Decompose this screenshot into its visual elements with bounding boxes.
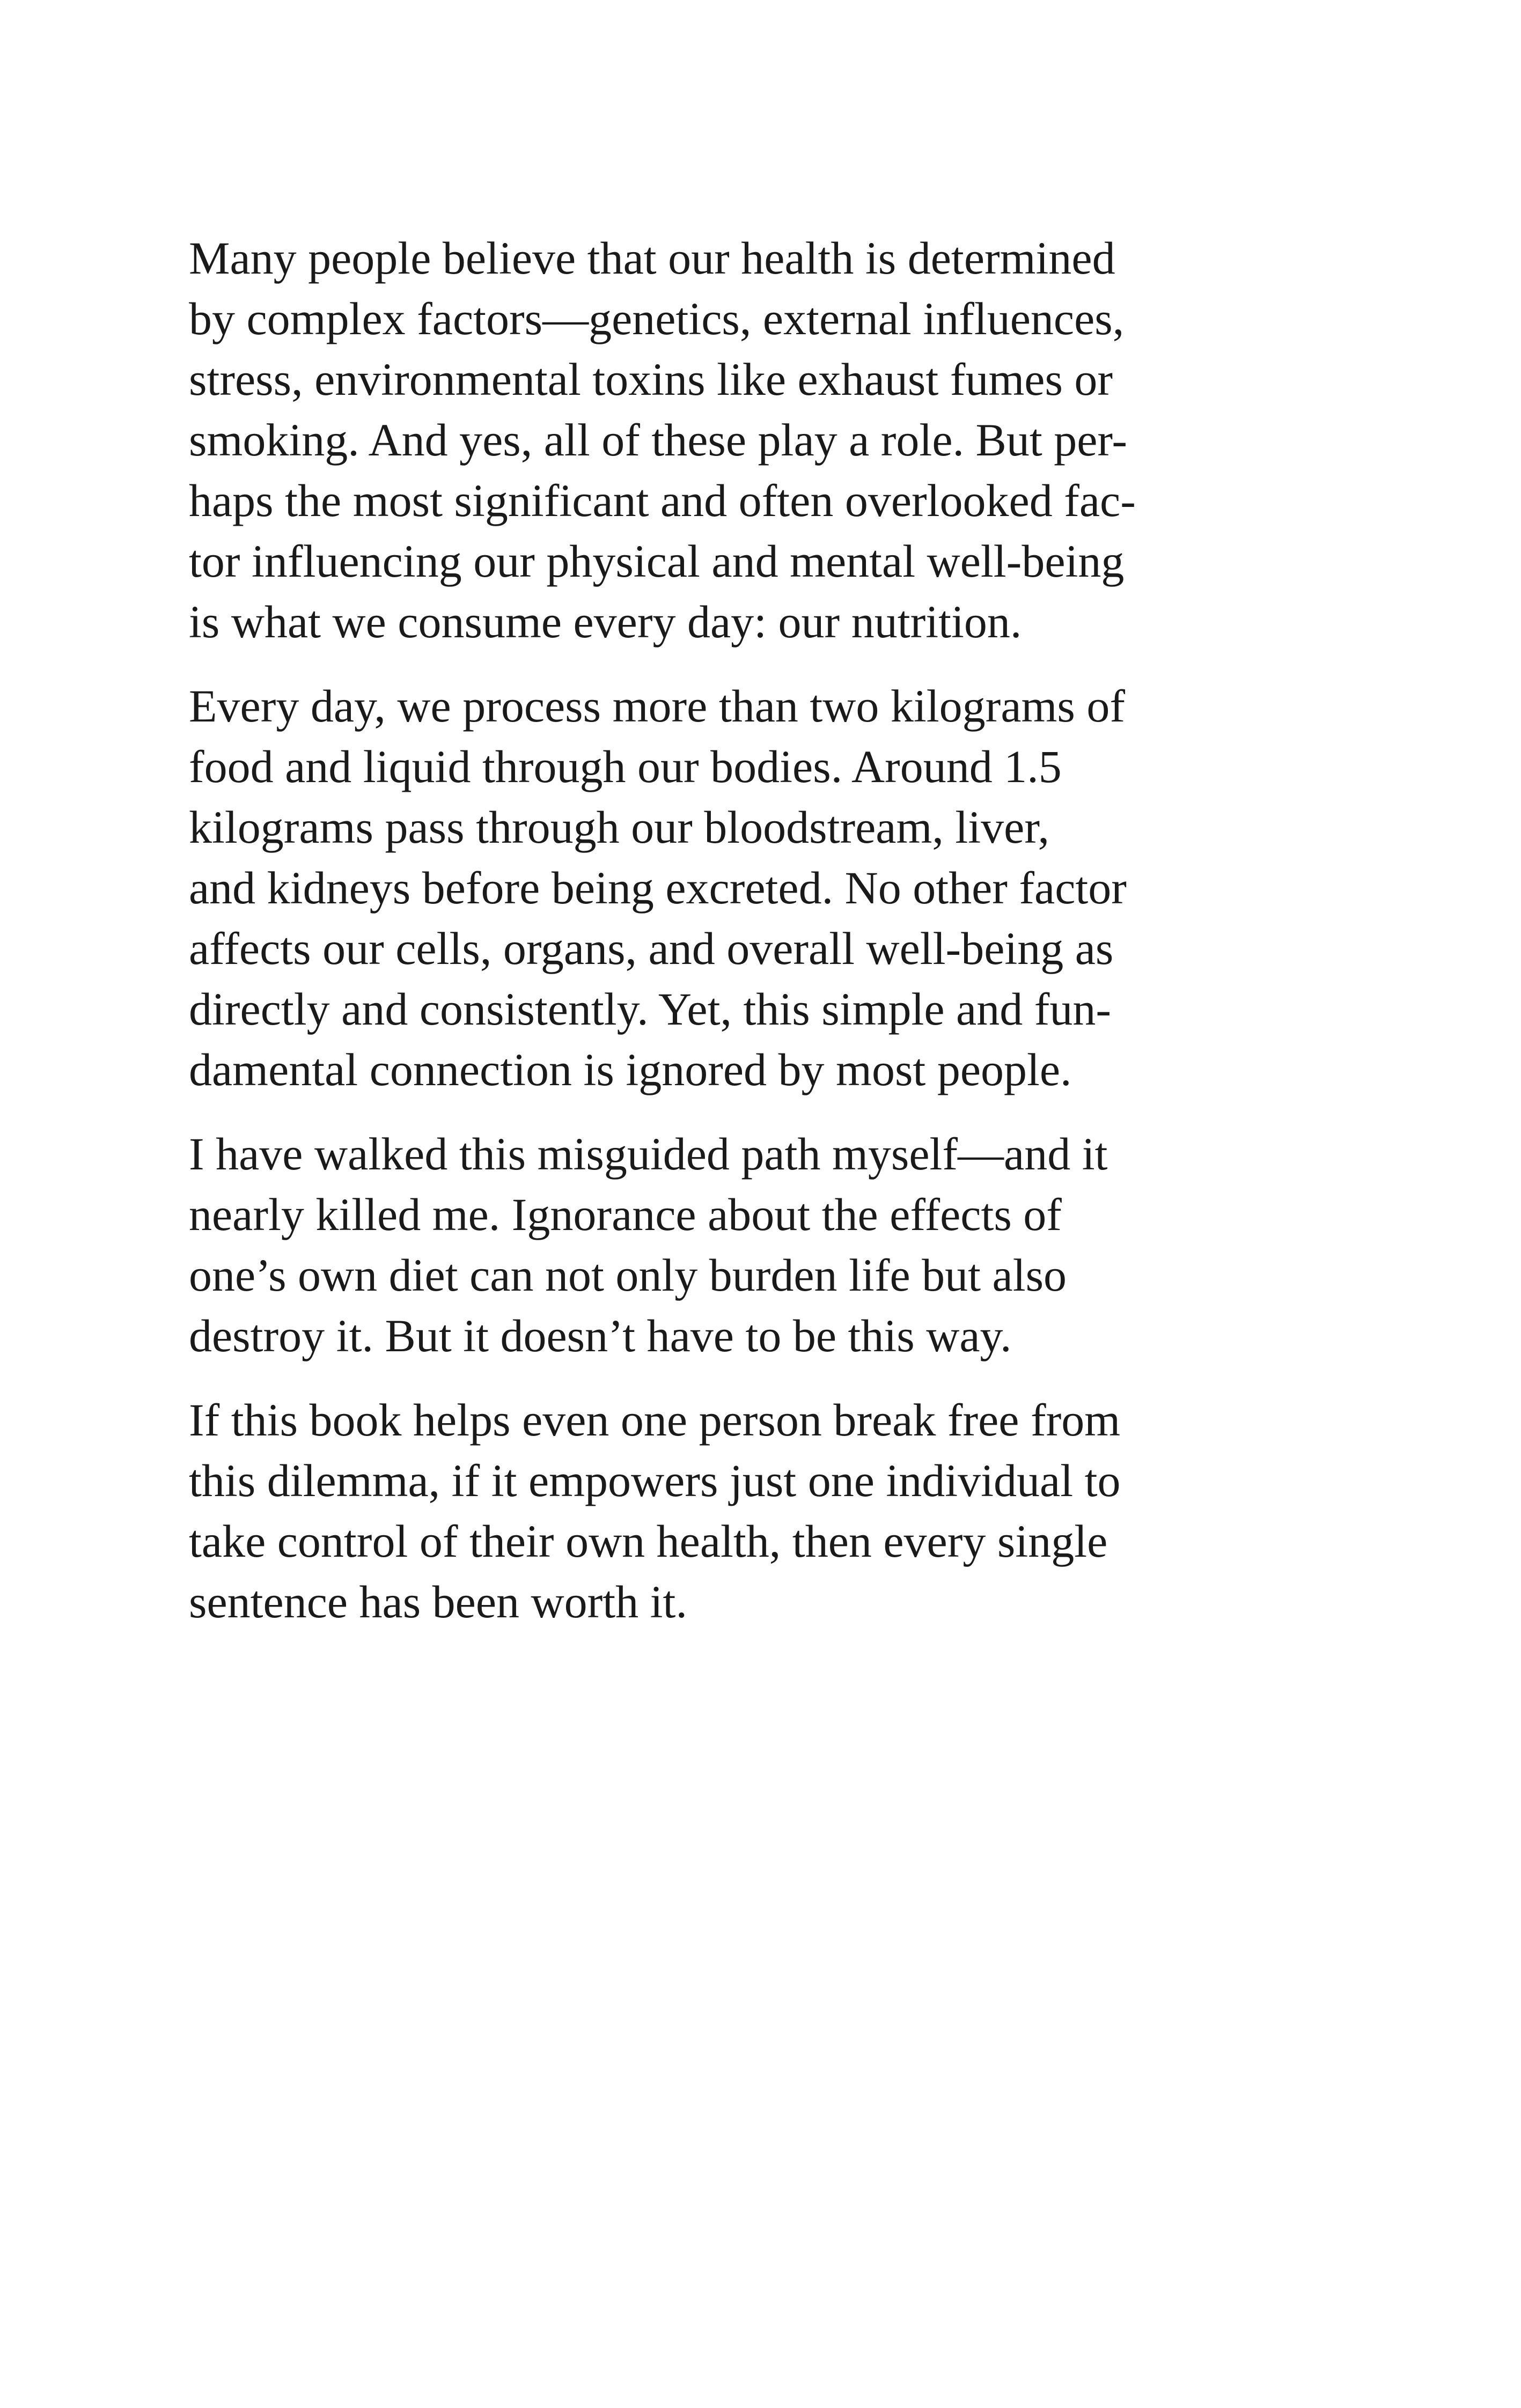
text-line: take control of their own health, then every single <box>189 1515 1108 1567</box>
paragraph-spacer <box>189 652 1305 676</box>
paragraph-spacer <box>189 1366 1305 1390</box>
text-line: one’s own diet can not only burden life but also <box>189 1249 1067 1301</box>
text-line: destroy it. But it doesn’t have to be this way. <box>189 1310 1012 1361</box>
text-line: tor influencing our physical and mental well-being <box>189 535 1125 587</box>
text-line: affects our cells, organs, and overall well-being as <box>189 923 1114 974</box>
text-line: Many people believe that our health is determined <box>189 232 1115 284</box>
text-line: directly and consistently. Yet, this simple and fun- <box>189 983 1111 1035</box>
text-line: is what we consume every day: our nutrition. <box>189 596 1022 647</box>
paragraph-3 <box>189 1124 1305 1366</box>
text-line: If this book helps even one person break free from <box>189 1394 1121 1446</box>
text-line: nearly killed me. Ignorance about the effects of <box>189 1189 1062 1240</box>
text-line: sentence has been worth it. <box>189 1576 687 1628</box>
text-line: Every day, we process more than two kilograms of <box>189 680 1125 732</box>
text-line: and kidneys before being excreted. No other factor <box>189 862 1127 914</box>
text-line: kilograms pass through our bloodstream, liver, <box>189 801 1050 853</box>
paragraph-2 <box>189 676 1305 1100</box>
paragraph-spacer <box>189 1100 1305 1124</box>
text-line: food and liquid through our bodies. Around 1.5 <box>189 741 1062 792</box>
text-line: haps the most significant and often overlooked fac- <box>189 475 1136 526</box>
text-line: stress, environmental toxins like exhaust fumes or <box>189 354 1113 405</box>
text-line: damental connection is ignored by most people. <box>189 1044 1072 1095</box>
text-line: I have walked this misguided path myself—and it <box>189 1128 1108 1180</box>
text-line: by complex factors—genetics, external influences, <box>189 293 1125 344</box>
paragraph-4 <box>189 1390 1305 1632</box>
text-line: this dilemma, if it empowers just one individual to <box>189 1455 1121 1506</box>
text-line: smoking. And yes, all of these play a role. But per- <box>189 414 1127 466</box>
body-text <box>189 228 1305 1632</box>
paragraph-1 <box>189 228 1305 652</box>
